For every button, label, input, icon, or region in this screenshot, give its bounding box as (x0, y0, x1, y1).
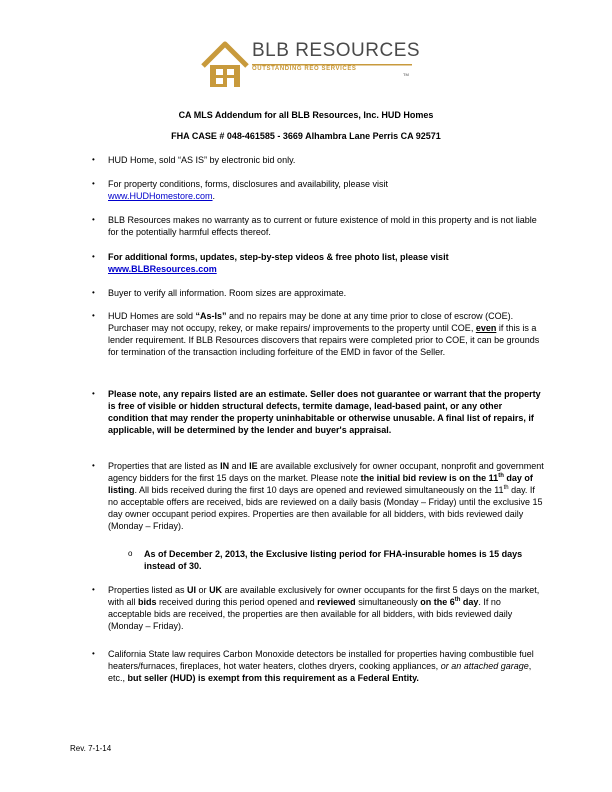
sub-bullet-marker: o (128, 549, 133, 558)
item-text: For additional forms, updates, step-by-step videos & free photo list, please visit (108, 252, 449, 262)
hudhomestore-link[interactable]: www.HUDHomestore.com (108, 191, 213, 201)
list-item (92, 214, 544, 238)
blbresources-link[interactable]: www.BLBResources.com (108, 264, 217, 274)
list-item (92, 178, 544, 202)
item-text-bold: day of listing (108, 473, 533, 495)
item-text: . If no acceptable bids are received, the properties are then available for all bidders, with bids reviewed daily (Monday – Friday). (108, 597, 513, 631)
list-item (92, 251, 544, 275)
list-item (92, 584, 544, 632)
item-text: are available exclusively for owner occupants for the first 5 days on the market, with all (108, 585, 540, 607)
list-item (92, 154, 544, 166)
sub-list-item (128, 548, 540, 572)
item-text-bold: bids (138, 597, 157, 607)
bullet-marker: • (92, 288, 95, 297)
bullet-marker: • (92, 179, 95, 188)
item-text-bold: IN (220, 461, 230, 471)
superscript: th (454, 597, 461, 603)
logo-name: BLB RESOURCES (252, 40, 421, 61)
item-text-emphasis: even (475, 323, 497, 333)
list-item (92, 388, 544, 436)
superscript: th (503, 485, 509, 491)
item-text-bold: reviewed (317, 597, 356, 607)
item-text: Please note, any repairs listed are an estimate. Seller does not guarantee or warrant that the property is free of visible or hidden structural defects, termite damage, lead-based paint, or any other condition that may render the property uninhabitable or otherwise unusable. A final list of repairs, if applicable, will be determined by the lender and buyer's appraisal. (108, 389, 541, 435)
item-text-bold: “As-Is” (195, 311, 227, 321)
item-text: As of December 2, 2013, the Exclusive listing period for FHA-insurable homes is 15 days instead of 30. (144, 549, 523, 571)
item-text: . All bids received during the first 10 days are opened and reviewed simultaneously on the 11 (134, 485, 504, 495)
logo-trademark: TM (403, 72, 409, 77)
bullet-marker: • (92, 389, 95, 398)
superscript: th (498, 473, 504, 479)
item-text: are available exclusively for owner occupant, nonprofit and government agency bidders for the first 15 days on the market. Please note (108, 461, 544, 483)
item-text: if this is a lender requirement. If BLB Resources discovers that repairs were completed prior to COE, it can be grounds for termination of the transaction including forfeiture of the EMD in favor of the Seller. (108, 323, 540, 357)
document-title: CA MLS Addendum for all BLB Resources, Inc. HUD Homes (178, 110, 434, 120)
item-text: HUD Homes are sold (108, 311, 196, 321)
item-text: California State law requires Carbon Monoxide detectors be installed for properties having combustible fuel heaters/furnaces, fireplaces, hot water heaters, clothes dryers, cooking appliances, (108, 649, 534, 671)
item-text: Properties listed as (108, 585, 188, 595)
bullet-marker: • (92, 649, 95, 658)
item-text: HUD Home, sold “AS IS” by electronic bid only. (108, 155, 296, 165)
item-text: For property conditions, forms, disclosures and availability, please visit (108, 179, 388, 189)
revision-footer: Rev. 7-1-14 (70, 744, 112, 753)
item-text: day. If no acceptable offers are received, bids are reviewed on a daily basis (Monday – Friday) until the exclusive 15 day owner occupant period expires. Properties are then available for all bidders, with bids reviewed daily (Monday – Friday). (108, 485, 543, 531)
item-text: simultaneously (355, 597, 421, 607)
list-item (92, 310, 544, 358)
bullet-marker: • (92, 215, 95, 224)
bullet-marker: • (92, 155, 95, 164)
item-text-italic: or an attached garage (440, 661, 529, 671)
item-text: Properties that are listed as (108, 461, 221, 471)
logo-tagline: OUTSTANDING REO SERVICES (252, 66, 357, 72)
item-text-bold: the initial bid review is on the 11 (360, 473, 499, 483)
item-text-bold: UK (209, 585, 223, 595)
item-text: Buyer to verify all information. Room sizes are approximate. (108, 288, 347, 298)
item-text: , etc., (108, 661, 532, 683)
item-text-bold: on the 6 (420, 597, 455, 607)
bullet-marker: • (92, 585, 95, 594)
bullet-marker: • (92, 461, 95, 470)
item-text-tail: . (212, 191, 216, 201)
item-text: and (229, 461, 250, 471)
item-text: and no repairs may be done at any time prior to close of escrow (COE). Purchaser may not occupy, rekey, or make repairs/ improvements to the property until COE, (108, 311, 514, 333)
item-text-bold: UI (187, 585, 197, 595)
blb-resources-logo (200, 34, 421, 96)
item-text-bold: but seller (HUD) is exempt from this requirement as a Federal Entity. (127, 673, 419, 683)
item-text: or (196, 585, 210, 595)
list-item (92, 648, 544, 684)
item-text-bold: IE (249, 461, 258, 471)
fha-case-line: FHA CASE # 048-461585 - 3669 Alhambra Lane Perris CA 92571 (171, 131, 441, 141)
list-item (92, 287, 544, 299)
item-text-bold: day (460, 597, 479, 607)
list-item (92, 460, 544, 532)
item-text: received during this period opened and (156, 597, 318, 607)
bullet-marker: • (92, 252, 95, 261)
bullet-marker: • (92, 311, 95, 320)
item-text: BLB Resources makes no warranty as to current or future existence of mold in this property and is not liable for the potentially harmful effects thereof. (108, 215, 537, 237)
house-logo-icon (200, 38, 250, 94)
